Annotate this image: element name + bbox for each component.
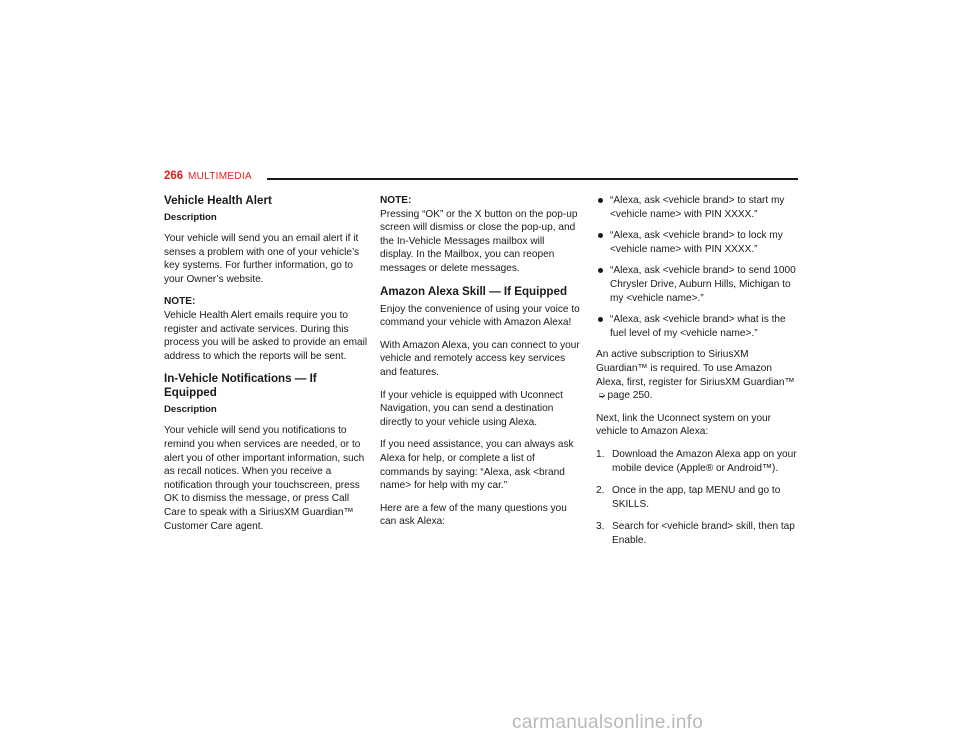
subheading-description: Description — [164, 212, 217, 223]
bullet-icon — [598, 198, 603, 203]
heading-in-vehicle-notifications: In-Vehicle Notifications — If Equipped — [164, 372, 317, 400]
paragraph — [596, 348, 800, 402]
step-number: 2. — [596, 485, 605, 497]
step-number: 3. — [596, 521, 605, 533]
note — [380, 194, 580, 276]
paragraph: Enjoy the convenience of using your voice to command your vehicle with Amazon Alexa! — [380, 303, 580, 329]
paragraph-text: An active subscription to SiriusXM Guardian™ is required. To use Amazon Alexa, first, register for SiriusXM Guardian™ — [596, 349, 795, 388]
bullet-icon — [598, 233, 603, 238]
page-number: 266 — [164, 170, 184, 182]
paragraph: Here are a few of the many questions you can ask Alexa: — [380, 502, 567, 528]
step-item — [596, 484, 800, 511]
column-2 — [380, 194, 580, 538]
heading-vehicle-health-alert: Vehicle Health Alert — [164, 194, 272, 207]
page-reference-arrow-icon: ➭ — [598, 390, 606, 401]
page-header — [164, 170, 798, 186]
list-item-text: “Alexa, ask <vehicle brand> to send 1000 Chrysler Drive, Auburn Hills, Michigan to my <vehicle name>.” — [610, 265, 796, 304]
subheading-description: Description — [164, 404, 217, 416]
list-item — [596, 229, 800, 256]
bullet-icon — [598, 268, 603, 273]
paragraph: If your vehicle is equipped with Uconnect Navigation, you can send a destination directly to your vehicle using Alexa. — [380, 389, 563, 428]
list-item-text: “Alexa, ask <vehicle brand> what is the fuel level of my <vehicle name>.” — [610, 314, 786, 339]
column-3 — [596, 194, 800, 556]
list-item-text: “Alexa, ask <vehicle brand> to lock my <vehicle name> with PIN XXXX.” — [610, 230, 783, 255]
note-label: NOTE: — [164, 296, 196, 308]
bullet-icon — [598, 317, 603, 322]
page-reference-link[interactable]: page 250. — [607, 390, 653, 402]
list-item — [596, 313, 800, 340]
step-number: 1. — [596, 448, 605, 460]
list-item-text: “Alexa, ask <vehicle brand> to start my <vehicle name> with PIN XXXX.” — [610, 195, 785, 220]
heading-amazon-alexa-skill: Amazon Alexa Skill — If Equipped — [380, 284, 568, 298]
list-item — [596, 194, 800, 221]
paragraph: If you need assistance, you can always ask Alexa for help, or complete a list of commands by saying: “Alexa, ask <brand name> for help with my car.” — [380, 439, 574, 492]
section-title: MULTIMEDIA — [188, 171, 252, 182]
list-item — [596, 264, 800, 305]
note-text: Pressing “OK” or the X button on the pop-up screen will dismiss or close the pop-up, and the In-Vehicle Messages mailbox will display. In the Mailbox, you can reopen messages or delete messages. — [380, 208, 578, 274]
note-text: Vehicle Health Alert emails require you to register and activate services. During this process you will be asked to provide an email address to which the reports will be sent. — [164, 309, 368, 362]
paragraph: Next, link the Uconnect system on your vehicle to Amazon Alexa: — [596, 412, 772, 438]
watermark: carmanualsonline.info — [512, 712, 704, 733]
paragraph: Your vehicle will send you an email alert if it senses a problem with one of your vehicle’s key systems. For further information, go to your Owner’s website. — [164, 233, 360, 285]
paragraph: Your vehicle will send you notifications to remind you when services are needed, or to alert you of other important information, such as recall notices. When you receive a notification through your touchscreen, press OK to dismiss the message, or press Call Care to speak with a SiriusXM Guardian™ Customer Care agent. — [164, 425, 365, 532]
step-text: Once in the app, tap MENU and go to SKILLS. — [612, 485, 781, 510]
note-label: NOTE: — [380, 195, 412, 206]
step-text: Download the Amazon Alexa app on your mobile device (Apple® or Android™). — [612, 448, 797, 474]
step-item — [596, 448, 800, 475]
paragraph: With Amazon Alexa, you can connect to your vehicle and remotely access key services and features. — [380, 339, 580, 378]
header-rule — [267, 178, 798, 180]
step-item — [596, 520, 800, 547]
column-1 — [164, 194, 368, 542]
step-text: Search for <vehicle brand> skill, then tap Enable. — [612, 521, 795, 546]
note — [164, 295, 368, 363]
